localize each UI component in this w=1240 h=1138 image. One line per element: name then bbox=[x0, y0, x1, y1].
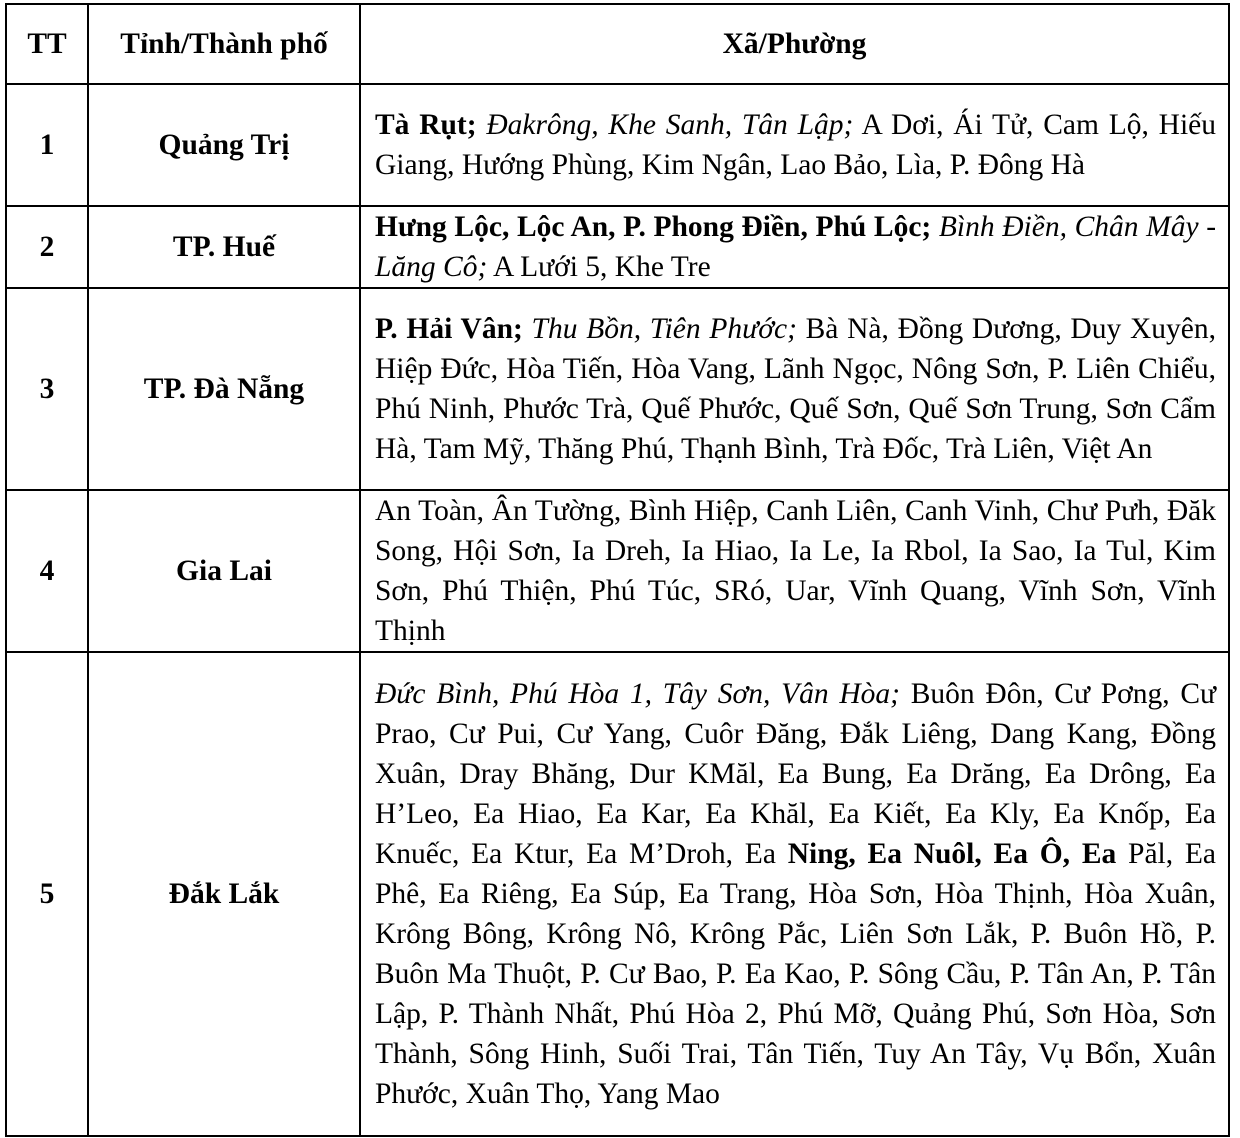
table-row bbox=[6, 206, 1229, 288]
ward-list-bold: Hưng Lộc, Lộc An, P. Phong Điền, Phú Lộc; bbox=[375, 211, 932, 243]
ward-list-normal: Buôn Đôn, Cư Pơng, Cư Prao, Cư Pui, Cư Yang, Cuôr Đăng, Đắk Liêng, Dang Kang, Đồng Xuân, Dray Bhăng, Dur KMăl, Ea Bung, Ea Drăng, Ea Drông, Ea H’Leo, Ea Hiao, Ea Kar, Ea Khăl, Ea Kiết, Ea Kly, Ea Knốp, Ea Knuếc, Ea Ktur, Ea M’Droh, Ea bbox=[375, 678, 1216, 870]
ward-list bbox=[360, 652, 1229, 1136]
row-number: 1 bbox=[6, 84, 88, 206]
table-row bbox=[6, 84, 1229, 206]
ward-list-bold: Ning, Ea Nuôl, Ea Ô, Ea bbox=[787, 838, 1117, 870]
ward-list bbox=[360, 206, 1229, 288]
table-row bbox=[6, 490, 1229, 652]
ward-list-bold: Tà Rụt; bbox=[375, 109, 477, 141]
region-table bbox=[5, 3, 1230, 1137]
row-number: 2 bbox=[6, 206, 88, 288]
ward-list-italic: Đakrông, Khe Sanh, Tân Lập; bbox=[486, 109, 854, 141]
ward-list bbox=[360, 490, 1229, 652]
header-tt: TT bbox=[6, 4, 88, 84]
header-province: Tỉnh/Thành phố bbox=[88, 4, 360, 84]
row-number: 5 bbox=[6, 652, 88, 1136]
province-name: Quảng Trị bbox=[88, 84, 360, 206]
row-number: 3 bbox=[6, 288, 88, 490]
ward-list bbox=[360, 288, 1229, 490]
table-row bbox=[6, 288, 1229, 490]
ward-list-normal-continued: Păl, Ea Phê, Ea Riêng, Ea Súp, Ea Trang, Hòa Sơn, Hòa Thịnh, Hòa Xuân, Krông Bông, Krông Nô, Krông Pắc, Liên Sơn Lắk, P. Buôn Hồ, P. Buôn Ma Thuột, P. Cư Bao, P. Ea Kao, P. Sông Cầu, P. Tân An, P. Tân Lập, P. Thành Nhất, Phú Hòa 2, Phú Mỡ, Quảng Phú, Sơn Hòa, Sơn Thành, Sông Hinh, Suối Trai, Tân Tiến, Tuy An Tây, Vụ Bổn, Xuân Phước, Xuân Thọ, Yang Mao bbox=[375, 838, 1217, 1110]
ward-list-normal: An Toàn, Ân Tường, Bình Hiệp, Canh Liên, Canh Vinh, Chư Pưh, Đăk Song, Hội Sơn, Ia Dreh, Ia Hiao, Ia Le, Ia Rbol, Ia Sao, Ia Tul, Kim Sơn, Phú Thiện, Phú Túc, SRó, Uar, Vĩnh Quang, Vĩnh Sơn, Vĩnh Thịnh bbox=[375, 495, 1216, 647]
ward-list-italic: Đức Bình, Phú Hòa 1, Tây Sơn, Vân Hòa; bbox=[375, 678, 900, 710]
ward-list-normal: A Dơi, Ái Tử, Cam Lộ, Hiếu Giang, Hướng Phùng, Kim Ngân, Lao Bảo, Lìa, P. Đông Hà bbox=[375, 109, 1216, 181]
table-row bbox=[6, 652, 1229, 1136]
header-wards: Xã/Phường bbox=[360, 4, 1229, 84]
province-name: TP. Huế bbox=[88, 206, 360, 288]
province-name: Đắk Lắk bbox=[88, 652, 360, 1136]
table-header-row bbox=[6, 4, 1229, 84]
ward-list-italic: Thu Bồn, Tiên Phước; bbox=[531, 313, 797, 345]
ward-list-normal: Bà Nà, Đồng Dương, Duy Xuyên, Hiệp Đức, Hòa Tiến, Hòa Vang, Lãnh Ngọc, Nông Sơn, P. Liên Chiểu, Phú Ninh, Phước Trà, Quế Phước, Quế Sơn, Quế Sơn Trung, Sơn Cẩm Hà, Tam Mỹ, Thăng Phú, Thạnh Bình, Trà Đốc, Trà Liên, Việt An bbox=[375, 313, 1216, 465]
province-name: Gia Lai bbox=[88, 490, 360, 652]
row-number: 4 bbox=[6, 490, 88, 652]
ward-list bbox=[360, 84, 1229, 206]
province-name: TP. Đà Nẵng bbox=[88, 288, 360, 490]
ward-list-normal: A Lưới 5, Khe Tre bbox=[493, 251, 711, 283]
ward-list-bold: P. Hải Vân; bbox=[375, 313, 523, 345]
ward-list-italic: Bình Điền, Chân Mây - Lăng Cô; bbox=[375, 211, 1217, 283]
